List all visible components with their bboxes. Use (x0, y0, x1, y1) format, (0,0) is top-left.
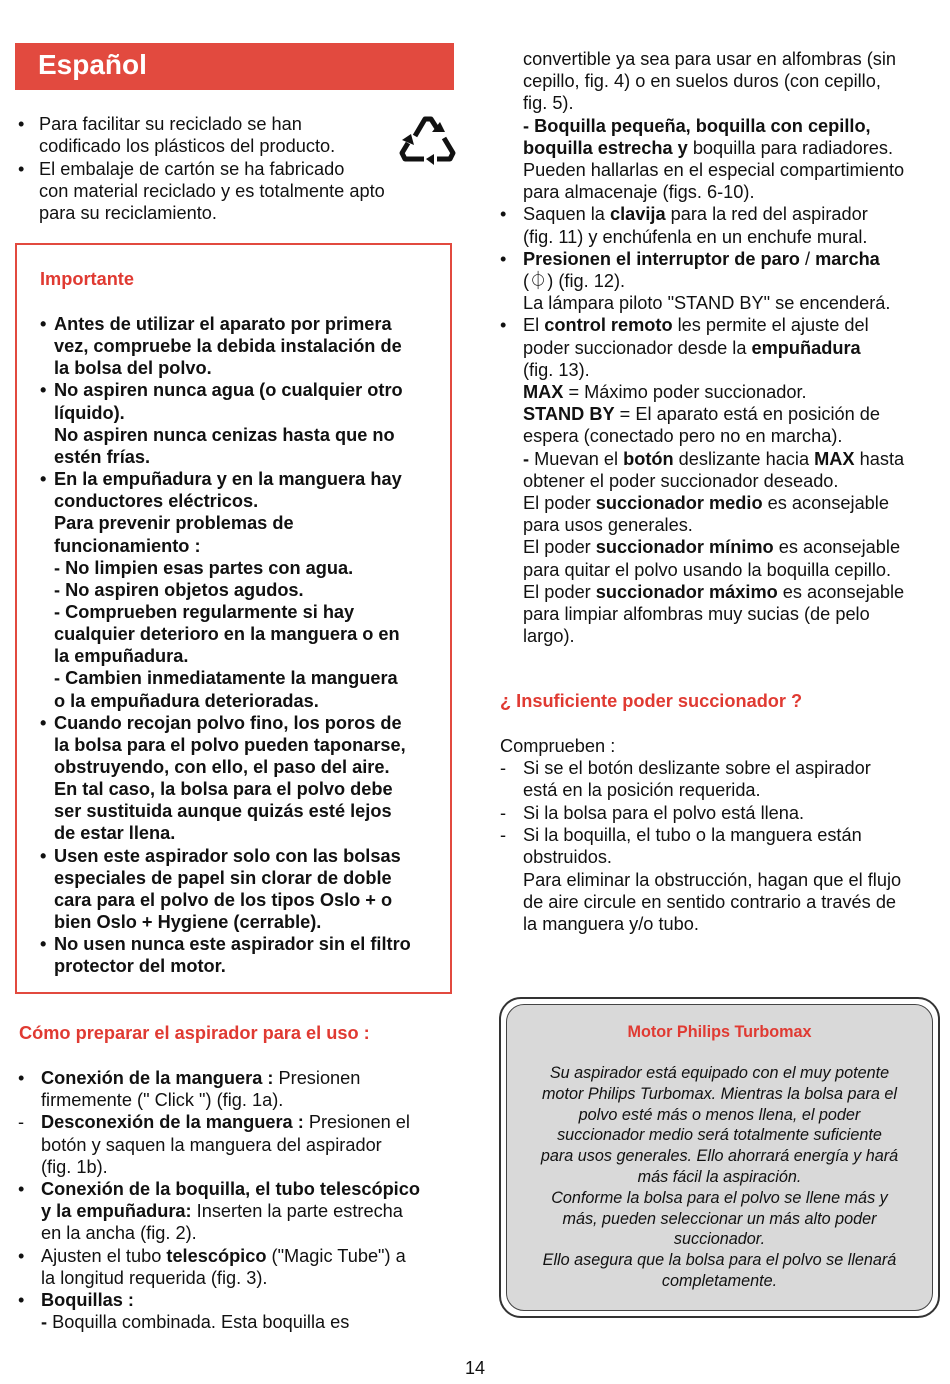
bullet-marker: - (18, 1112, 25, 1133)
text-line (41, 1067, 360, 1089)
text-line (523, 470, 838, 492)
text-line (41, 1245, 406, 1267)
motor-text-line: polvo esté más o menos llena, el poder (578, 1105, 861, 1124)
text-segment: (fig. 11) y enchúfenla en un enchufe mural. (523, 226, 868, 247)
recycle-icon (398, 110, 456, 168)
text-line (523, 314, 869, 336)
text-line (41, 1267, 267, 1289)
motor-heading: Motor Philips Turbomax (627, 1023, 812, 1041)
text-line: de estar llena. (54, 823, 176, 844)
text-segment: Muevan el (529, 448, 624, 469)
text-segment: botón y saquen la manguera del aspirador (41, 1134, 382, 1155)
text-segment: para quitar el polvo usando la boquilla cepillo. (523, 559, 892, 580)
text-segment: - (523, 448, 530, 469)
text-line (523, 359, 590, 381)
text-line: para su reciclamiento. (39, 203, 217, 224)
text-line: o la empuñadura deterioradas. (54, 690, 319, 711)
motor-text-line: Conforme la bolsa para el polvo se llene más y (551, 1188, 888, 1207)
page-title: Español (38, 49, 147, 80)
text-line: Si la boquilla, el tubo o la manguera están (523, 824, 862, 845)
text-segment: firmemente (" Click ") (fig. 1a). (41, 1090, 284, 1111)
text-segment: / (799, 248, 816, 269)
bullet-marker: • (40, 934, 47, 955)
bullet-marker: - (500, 802, 507, 823)
motor-text-line: más fácil la aspiración. (637, 1168, 802, 1186)
text-segment: para usos generales. (523, 515, 693, 536)
text-segment: El (523, 315, 545, 336)
text-segment: Ajusten el tubo (41, 1245, 167, 1266)
motor-text-line: más, pueden seleccionar un más alto poder (562, 1209, 877, 1228)
text-line (523, 159, 904, 181)
text-line (523, 425, 842, 447)
text-segment: fig. 5). (523, 93, 574, 114)
bullet-marker: • (18, 1290, 25, 1310)
text-line: - Comprueben regularmente si hay (54, 601, 355, 622)
text-line: la bolsa para el polvo pueden taponarse, (54, 734, 406, 755)
text-line: está en la posición requerida. (523, 780, 761, 801)
text-line (523, 48, 896, 70)
bullet-marker: • (18, 1068, 25, 1088)
text-segment: Pueden hallarlas en el especial compartimiento (523, 160, 905, 180)
text-segment: Conexión de la boquilla, el tubo telescópico (41, 1179, 420, 1199)
text-line: la bolsa del polvo. (54, 358, 212, 379)
text-line: conductores eléctricos. (54, 491, 259, 512)
bullet-marker: • (40, 845, 47, 866)
text-line (523, 559, 891, 581)
text-line: Antes de utilizar el aparato por primera (54, 314, 392, 334)
text-line (41, 1089, 283, 1111)
motor-text-line: completamente. (661, 1272, 778, 1290)
bullet-marker: • (18, 1245, 25, 1266)
text-line (523, 514, 693, 536)
bullet-marker: • (40, 712, 47, 733)
text-segment: marcha (815, 248, 880, 269)
text-segment: es aconsejable (777, 581, 905, 602)
check-intro: Comprueben : (500, 736, 616, 756)
text-segment: = Máximo poder succionador. (563, 382, 807, 402)
text-segment: Boquilla combinada. Esta boquilla es (47, 1312, 350, 1333)
bullet-marker: - (500, 824, 507, 845)
text-line: Si se el botón deslizante sobre el aspirador (523, 758, 871, 778)
text-segment: = El aparato está en posición de (614, 404, 881, 425)
text-segment: La lámpara piloto "STAND BY" se encenderá. (523, 293, 891, 314)
text-line: El embalaje de cartón se ha fabricado (39, 158, 345, 179)
text-segment: control remoto (544, 315, 673, 336)
text-segment: cepillo, fig. 4) o en suelos duros (con cepillo, (523, 71, 881, 92)
text-segment: es aconsejable (762, 493, 889, 513)
text-line (523, 337, 861, 359)
text-segment: El poder (523, 537, 596, 558)
text-line: obstruidos. (523, 847, 612, 868)
text-line: - No limpien esas partes con agua. (54, 557, 354, 578)
text-line (523, 270, 625, 292)
bullet-marker: • (18, 1179, 25, 1199)
text-line (41, 1289, 134, 1311)
text-segment: para almacenaje (figs. 6-10). (523, 182, 755, 203)
page-number: 14 (464, 1358, 486, 1378)
text-segment: boquilla estrecha y (523, 137, 688, 158)
text-segment: Desconexión de la manguera : (41, 1112, 304, 1133)
text-segment: El poder (523, 581, 596, 602)
motor-text-line: succionador. (673, 1230, 766, 1249)
text-segment: boquilla para radiadores. (687, 137, 894, 158)
text-line (41, 1200, 403, 1222)
bullet-marker: • (18, 158, 25, 179)
text-segment: ("Magic Tube") a (266, 1245, 406, 1266)
text-line (41, 1111, 410, 1133)
text-segment: succionador medio (595, 493, 763, 513)
text-line: Si la bolsa para el polvo está llena. (523, 802, 805, 823)
text-line: vez, compruebe la debida instalación de (54, 336, 402, 357)
text-line: funcionamiento : (54, 535, 201, 556)
text-segment: - (41, 1312, 48, 1333)
text-line (523, 381, 807, 403)
bullet-marker: • (18, 114, 25, 134)
motor-text-line: motor Philips Turbomax. Mientras la bolsa para el (541, 1084, 898, 1103)
text-line: Para facilitar su reciclado se han (39, 114, 302, 134)
text-line (523, 181, 755, 203)
text-line (523, 403, 880, 425)
text-segment: telescópico (166, 1245, 267, 1266)
text-segment: MAX (523, 382, 564, 402)
text-segment: (⏀) (fig. 12). (523, 271, 626, 291)
prepare-heading: Cómo preparar el aspirador para el uso : (19, 1023, 370, 1043)
text-line (523, 536, 900, 558)
text-segment: espera (conectado pero no en marcha). (523, 426, 843, 447)
motor-text-line: para usos generales. Ello ahorrará energía y hará (540, 1147, 899, 1166)
text-line (523, 92, 574, 114)
insufficient-heading: ¿ Insuficiente poder succionador ? (500, 691, 803, 711)
text-line: Usen este aspirador solo con las bolsas (54, 845, 401, 866)
text-line: obstruyendo, con ello, el paso del aire. (54, 757, 390, 777)
text-line (523, 603, 870, 625)
text-line: cualquier deterioro en la manguera o en (54, 624, 400, 645)
bullet-marker: • (40, 314, 47, 334)
text-line: En tal caso, la bolsa para el polvo debe (54, 779, 393, 800)
text-line: la manguera y/o tubo. (523, 914, 699, 935)
text-segment: Presionen el interruptor de paro (523, 248, 800, 269)
text-line (41, 1134, 382, 1156)
bullet-marker: - (500, 758, 507, 778)
text-segment: - Boquilla pequeña, boquilla con cepillo, (523, 115, 871, 136)
bullet-marker: • (40, 469, 47, 490)
text-line: especiales de papel sin clorar de doble (54, 867, 392, 888)
text-line: Para prevenir problemas de (54, 513, 294, 534)
text-segment: botón (623, 448, 674, 469)
text-line: bien Oslo + Hygiene (cerrable). (54, 912, 322, 933)
text-segment: y la empuñadura: (41, 1201, 192, 1222)
text-segment: Presionen (273, 1068, 361, 1088)
motor-text-line: succionador medio será totalmente suficiente (557, 1126, 882, 1145)
text-segment: para la red del aspirador (665, 204, 868, 225)
text-line: protector del motor. (54, 956, 226, 977)
text-line (523, 226, 867, 248)
text-line: estén frías. (54, 446, 151, 467)
text-line (41, 1311, 349, 1333)
motor-text-line: Ello asegura que la bolsa para el polvo se llenará (542, 1251, 897, 1270)
text-line: de aire circule en sentido contrario a través de (523, 891, 897, 912)
text-line (523, 492, 889, 514)
text-segment: es aconsejable (773, 537, 901, 558)
text-line: - Cambien inmediatamente la manguera (54, 668, 398, 689)
text-line: codificado los plásticos del producto. (39, 136, 336, 157)
text-line: Cuando recojan polvo fino, los poros de (54, 712, 402, 733)
bullet-marker: • (40, 380, 47, 401)
bullet-marker: • (500, 315, 507, 336)
text-segment: Inserten la parte estrecha (191, 1201, 403, 1222)
text-segment: para limpiar alfombras muy sucias (de pelo (523, 604, 870, 624)
text-segment: Boquillas : (41, 1290, 134, 1310)
text-line (523, 448, 904, 470)
bullet-marker: • (500, 204, 507, 225)
text-segment: largo). (523, 626, 575, 647)
text-segment: empuñadura (751, 337, 861, 358)
text-line (523, 292, 890, 314)
text-line: cara para el polvo de los tipos Oslo + o (54, 889, 393, 910)
text-segment: la longitud requerida (fig. 3). (41, 1267, 268, 1288)
motor-text-line: Su aspirador está equipado con el muy potente (549, 1064, 890, 1082)
text-segment: STAND BY (523, 404, 615, 425)
text-line: No aspiren nunca agua (o cualquier otro (54, 380, 403, 401)
text-segment: (fig. 13). (523, 359, 590, 380)
text-line (523, 137, 893, 159)
text-segment: (fig. 1b). (41, 1156, 108, 1177)
text-segment: les permite el ajuste del (672, 315, 869, 336)
text-line: líquido). (54, 402, 125, 423)
text-line: ser sustituida aunque quizás esté lejos (54, 801, 392, 822)
text-segment: Presionen el (303, 1112, 410, 1133)
text-segment: clavija (609, 204, 666, 225)
text-line (41, 1178, 420, 1200)
text-line: - No aspiren objetos agudos. (54, 579, 304, 600)
text-segment: en la ancha (fig. 2). (41, 1223, 197, 1244)
important-heading: Importante (40, 269, 134, 289)
text-line: No aspiren nunca cenizas hasta que no (54, 424, 395, 445)
text-segment: El poder (523, 493, 596, 513)
text-segment: Saquen la (523, 204, 610, 225)
text-line: Para eliminar la obstrucción, hagan que el flujo (523, 869, 902, 890)
text-line: No usen nunca este aspirador sin el filtro (54, 934, 411, 955)
bullet-marker: • (500, 248, 507, 269)
text-line (523, 203, 868, 225)
text-segment: Conexión de la manguera : (41, 1068, 274, 1088)
text-segment: succionador mínimo (595, 537, 774, 558)
text-segment: deslizante hacia (673, 448, 815, 469)
text-line (523, 581, 904, 603)
text-line (41, 1222, 197, 1244)
text-line (523, 115, 871, 137)
text-segment: MAX (814, 448, 855, 469)
text-segment: succionador máximo (595, 581, 778, 602)
text-line (523, 70, 881, 92)
text-segment: poder succionador desde la (523, 337, 752, 358)
text-segment: convertible ya sea para usar en alfombras (sin (523, 49, 897, 69)
text-line: En la empuñadura y en la manguera hay (54, 469, 402, 490)
text-segment: hasta (854, 448, 905, 469)
text-line: la empuñadura. (54, 646, 189, 667)
text-segment: obtener el poder succionador deseado. (523, 470, 839, 491)
text-line (41, 1156, 108, 1178)
text-line: con material reciclado y es totalmente apto (39, 180, 385, 201)
text-line (523, 248, 880, 270)
text-line (523, 625, 575, 647)
